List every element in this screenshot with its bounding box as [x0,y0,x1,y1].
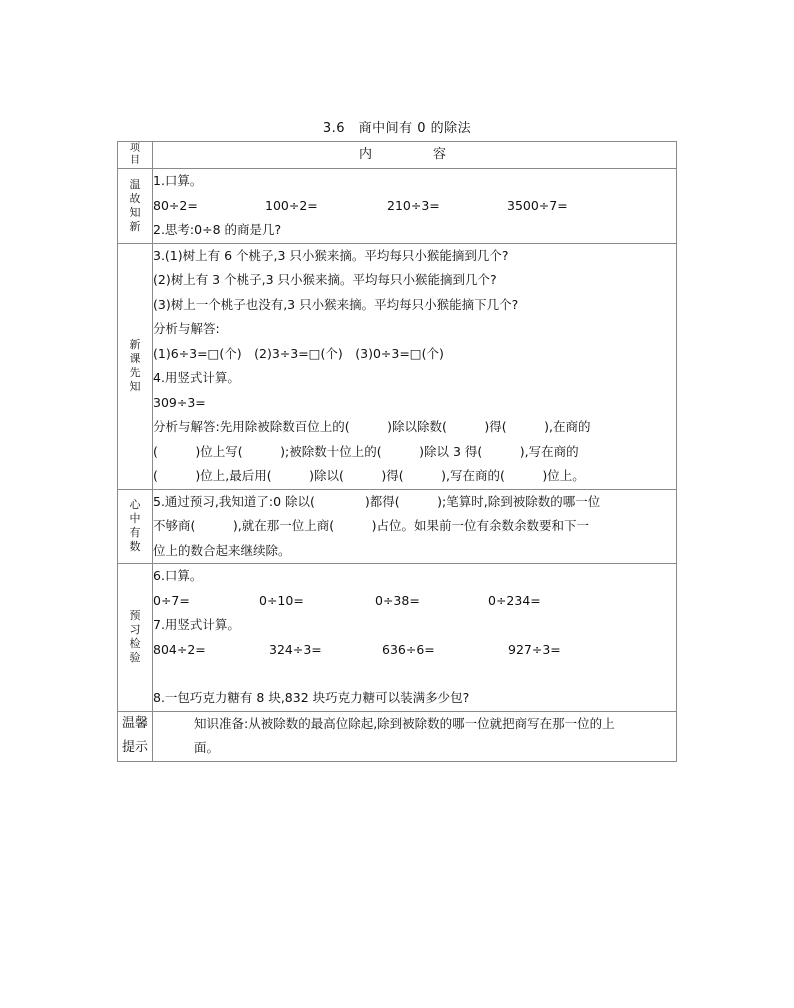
new-content [153,243,677,489]
check-vertical-row [153,638,676,663]
new-row [118,243,677,489]
mind-line-1: 5.通过预习,我知道了:0 除以( )都得( );笔算时,除到被除数的哪一位 [153,493,601,509]
new-line-7: 309÷3= [153,394,206,410]
new-line-10: ( )位上,最后用( )除以( )得( ),写在商的( )位上。 [153,468,585,483]
check-label: 预习检验 [118,564,153,712]
oral-3: 0÷38= [375,592,420,608]
check-q6: 6.口算。 [153,568,203,583]
tip-content [153,711,677,761]
review-q2: 2.思考:0÷8 的商是几? [153,222,282,237]
review-calc-4: 3500÷7= [507,197,568,213]
check-q7: 7.用竖式计算。 [153,617,240,632]
review-calc-3: 210÷3= [387,197,440,213]
new-line-3: (3)树上一个桃子也没有,3 只小猴来摘。平均每只小猴能摘下几个? [153,296,519,312]
review-calc-row [153,194,676,219]
oral-1: 0÷7= [153,592,190,608]
tip-label-top: 温馨 [121,716,148,731]
lesson-table [117,141,677,762]
header-content-label: 内 容 [153,142,677,169]
tip-label-bottom: 提示 [121,740,148,755]
vertical-4: 927÷3= [508,641,561,657]
mind-line-2: 不够商( ),就在那一位上商( )占位。如果前一位有余数余数要和下一 [153,518,589,533]
tip-label [118,711,153,761]
check-content [153,564,677,712]
new-line-5: (1)6÷3=□(个) (2)3÷3=□(个) (3)0÷3=□(个) [153,345,444,361]
header-row [118,142,677,169]
review-label: 温故知新 [118,169,153,244]
new-line-2: (2)树上有 3 个桃子,3 只小猴来摘。平均每只小猴能摘到几个? [153,272,497,287]
check-oral-row [153,589,676,614]
vertical-3: 636÷6= [382,641,435,657]
header-item-label: 项目 [118,142,153,169]
mind-label: 心中有数 [118,489,153,564]
mind-row [118,489,677,564]
review-row [118,169,677,244]
review-q1: 1.口算。 [153,173,203,188]
answer-space [153,662,676,686]
review-content [153,169,677,244]
check-q8: 8.一包巧克力糖有 8 块,832 块巧克力糖可以装满多少包? [153,690,470,705]
new-label: 新课先知 [118,243,153,489]
check-row [118,564,677,712]
mind-content [153,489,677,564]
vertical-1: 804÷2= [153,641,206,657]
new-line-1: 3.(1)树上有 6 个桃子,3 只小猴来摘。平均每只小猴能摘到几个? [153,247,509,263]
mind-line-3: 位上的数合起来继续除。 [153,542,291,558]
new-line-6: 4.用竖式计算。 [153,370,240,385]
tip-line-2: 面。 [194,740,220,755]
new-line-9: ( )位上写( );被除数十位上的( )除以 3 得( ),写在商的 [153,443,579,459]
page-title: 3.6 商中间有 0 的除法 [322,121,472,136]
new-line-8: 分析与解答:先用除被除数百位上的( )除以除数( )得( ),在商的 [153,419,591,434]
new-line-4: 分析与解答: [153,321,220,336]
tip-row [118,711,677,761]
tip-line-1: 知识准备:从被除数的最高位除起,除到被除数的哪一位就把商写在那一位的上 [194,715,615,731]
vertical-2: 324÷3= [269,641,322,657]
oral-2: 0÷10= [259,592,304,608]
oral-4: 0÷234= [488,592,541,608]
review-calc-2: 100÷2= [265,197,318,213]
review-calc-1: 80÷2= [153,197,198,213]
